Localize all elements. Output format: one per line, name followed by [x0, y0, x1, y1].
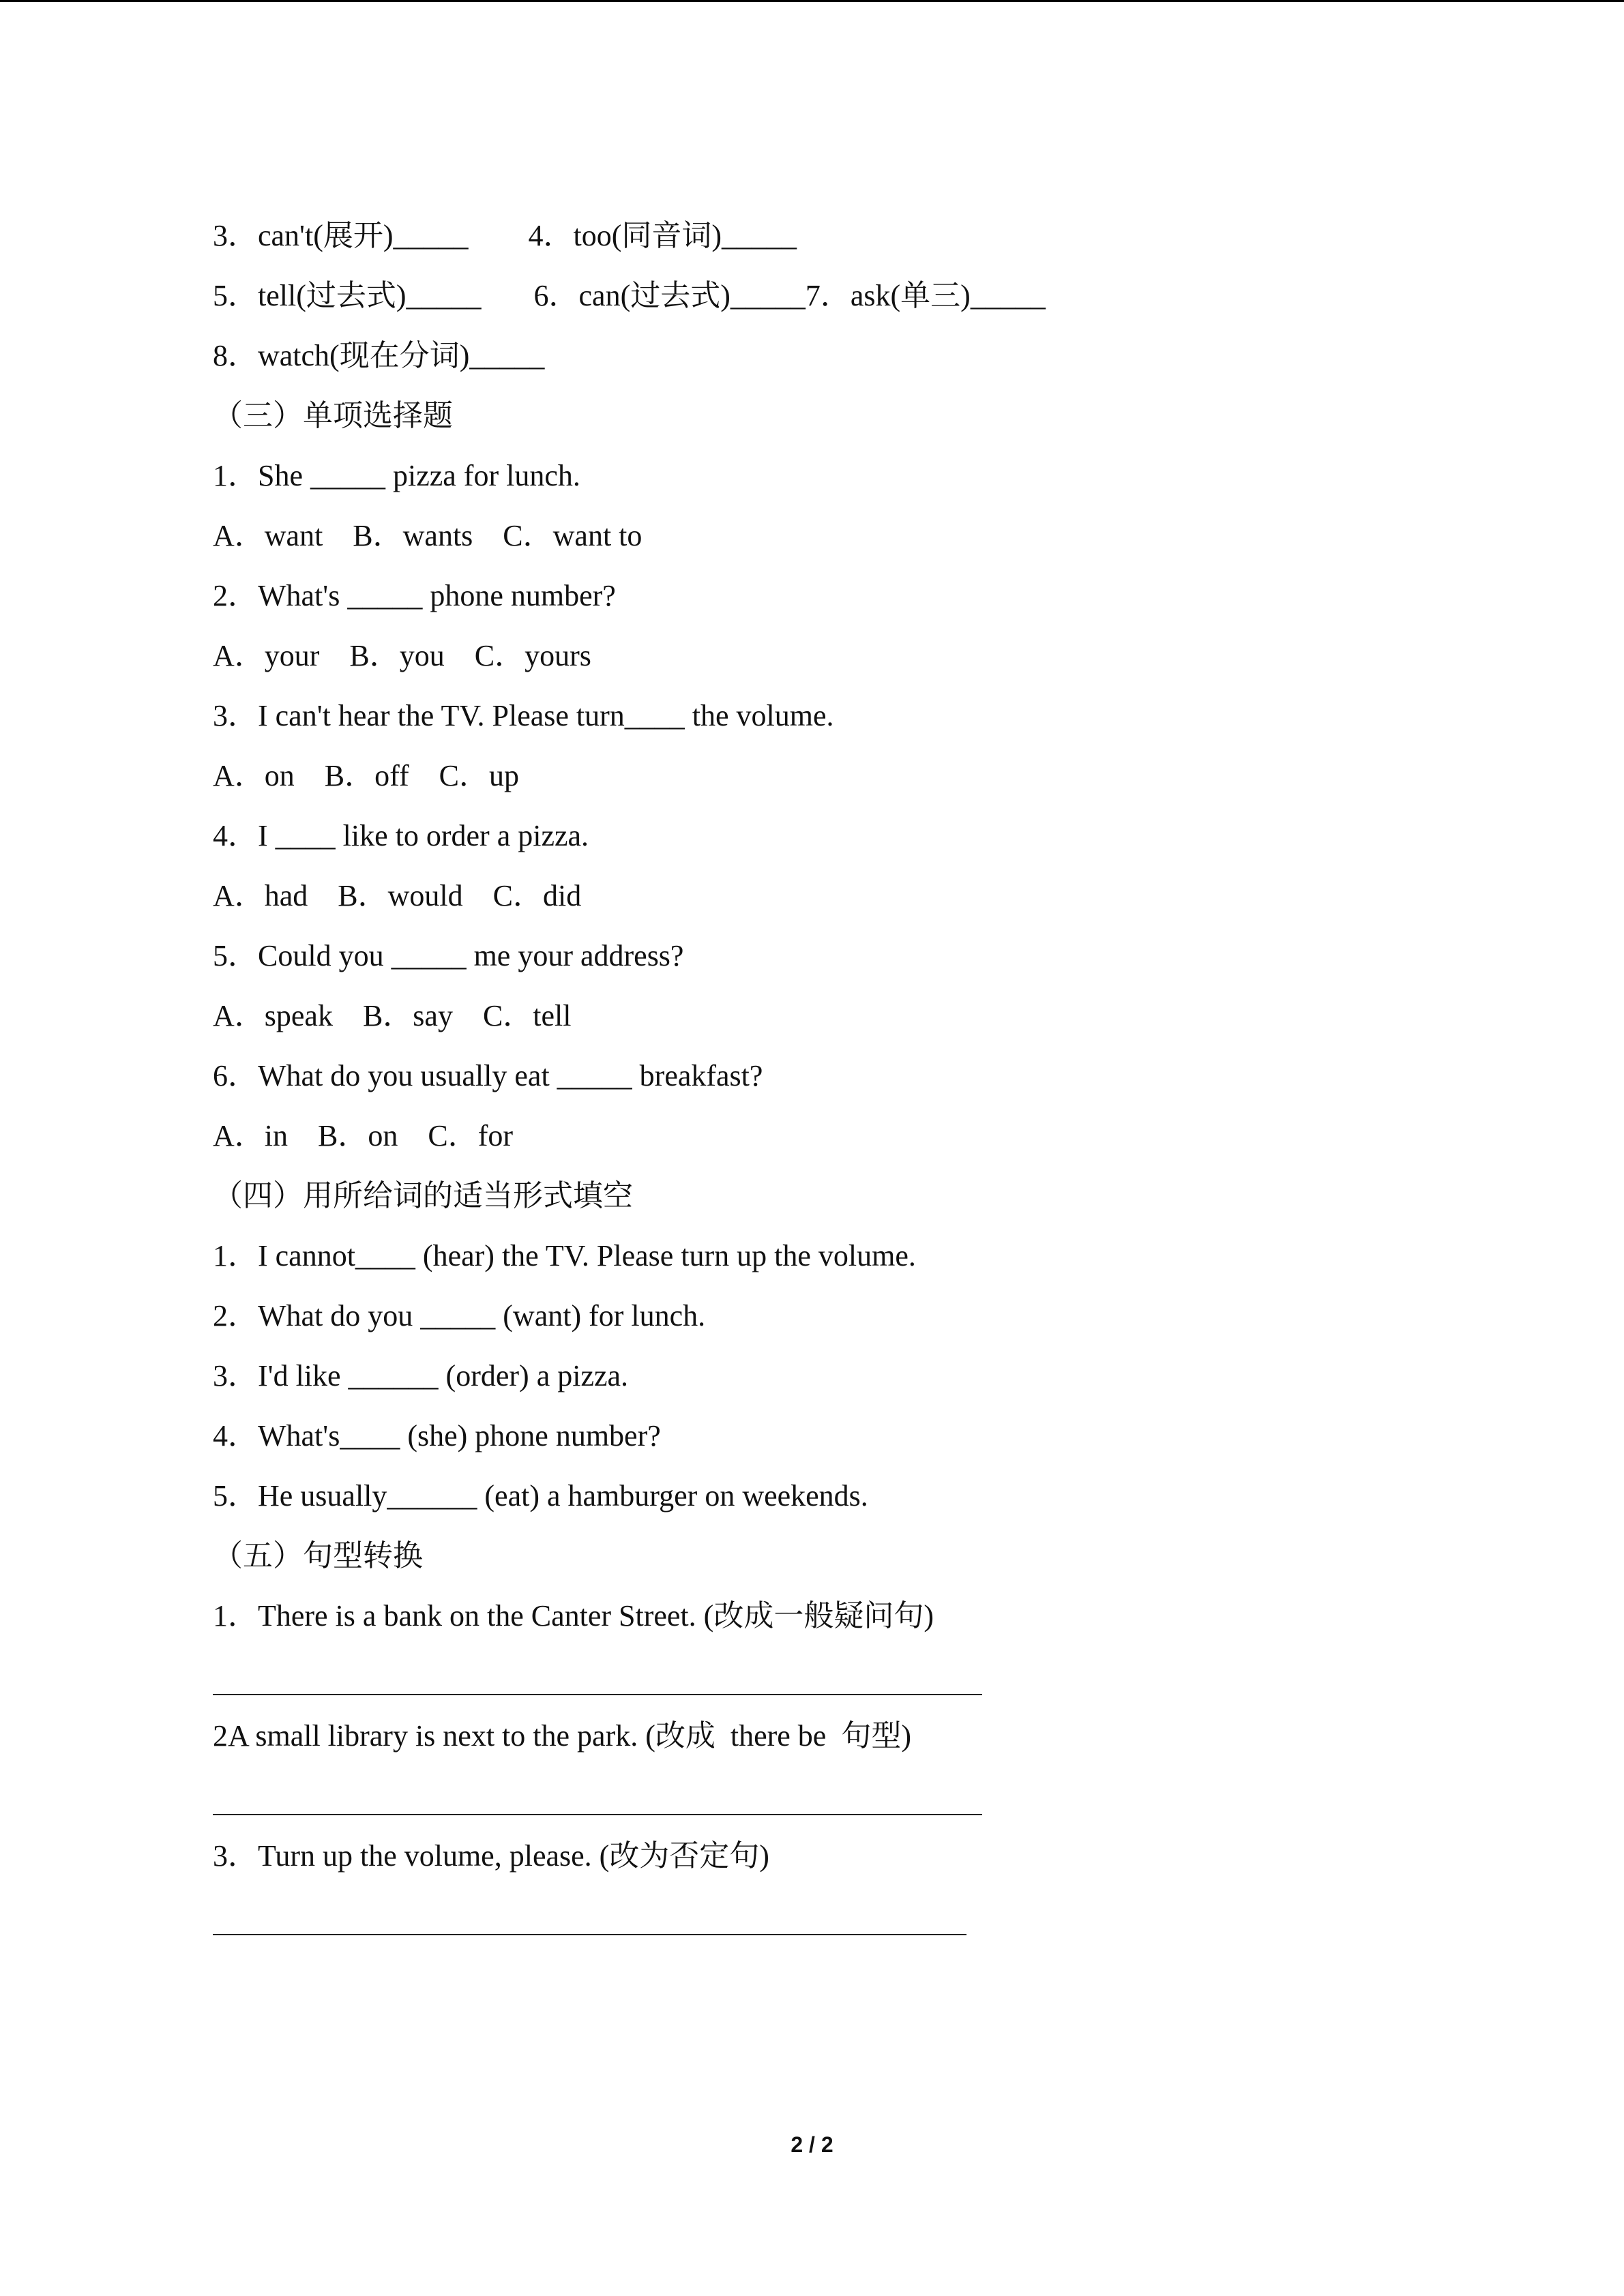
transform-question-3: 3．Turn up the volume, please. (改为否定句)	[213, 1839, 769, 1873]
section5-heading: （五）句型转换	[213, 1539, 423, 1572]
mc-options-3: A．on B．off C．up	[213, 759, 519, 792]
page-top-border	[0, 0, 1624, 2]
mc-question-2: 2．What's _____ phone number?	[213, 579, 616, 612]
mc-question-3: 3．I can't hear the TV. Please turn____ the volume.	[213, 699, 834, 732]
answer-line-1	[213, 1694, 982, 1695]
vocab-line-2: 5．tell(过去式)_____ 6．can(过去式)_____7．ask(单三)_____	[213, 279, 1046, 312]
mc-question-5: 5．Could you _____ me your address?	[213, 939, 684, 972]
fill-question-1: 1．I cannot____ (hear) the TV. Please turn up the volume.	[213, 1239, 916, 1272]
vocab-line-3: 8．watch(现在分词)_____	[213, 339, 545, 372]
transform-question-2: 2A small library is next to the park. (改成 there be 句型)	[213, 1719, 911, 1753]
mc-options-1: A．want B．wants C．want to	[213, 519, 643, 552]
fill-question-3: 3．I'd like ______ (order) a pizza.	[213, 1359, 629, 1392]
mc-options-5: A．speak B．say C．tell	[213, 999, 572, 1032]
section4-heading: （四）用所给词的适当形式填空	[213, 1179, 633, 1212]
vocab-line-1: 3．can't(展开)_____ 4．too(同音词)_____	[213, 219, 797, 252]
answer-line-2	[213, 1814, 982, 1815]
fill-question-4: 4．What's____ (she) phone number?	[213, 1419, 661, 1452]
mc-options-2: A．your B．you C．yours	[213, 639, 591, 672]
mc-question-1: 1．She _____ pizza for lunch.	[213, 459, 580, 492]
fill-question-5: 5．He usually______ (eat) a hamburger on weekends.	[213, 1479, 868, 1512]
fill-question-2: 2．What do you _____ (want) for lunch.	[213, 1299, 706, 1332]
page-number: 2 / 2	[791, 2132, 833, 2157]
mc-question-4: 4．I ____ like to order a pizza.	[213, 819, 589, 852]
section3-heading: （三）单项选择题	[213, 399, 453, 432]
transform-question-1: 1．There is a bank on the Canter Street. (改成一般疑问句)	[213, 1599, 934, 1632]
mc-options-4: A．had B．would C．did	[213, 879, 582, 912]
mc-question-6: 6．What do you usually eat _____ breakfast?	[213, 1059, 763, 1092]
answer-line-3	[213, 1934, 966, 1935]
mc-options-6: A．in B．on C．for	[213, 1119, 513, 1152]
